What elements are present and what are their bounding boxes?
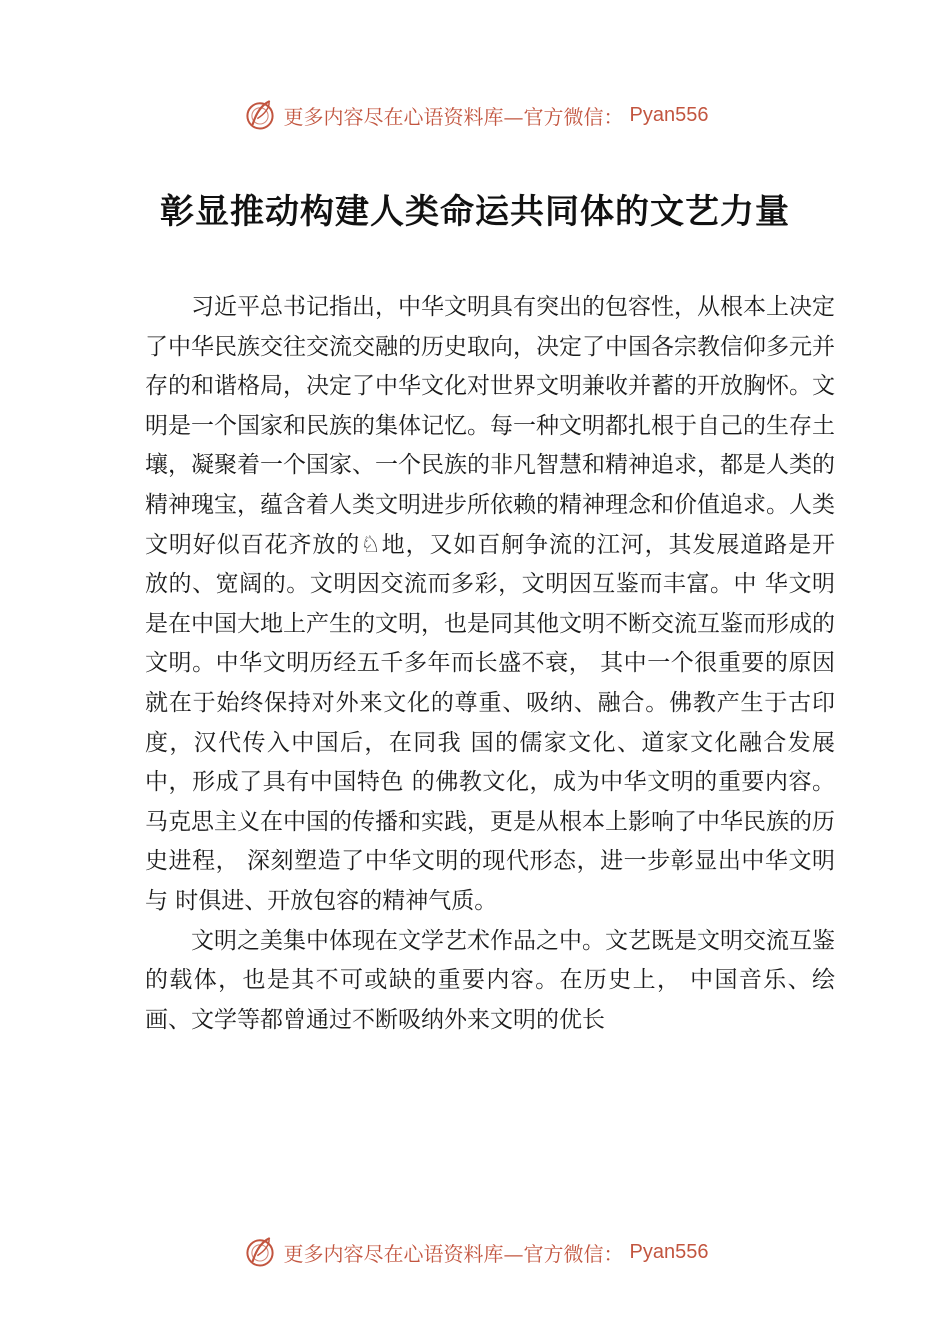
watermark-wechat-id: Pyan556 (629, 1240, 709, 1263)
paragraph: 习近平总书记指出，中华文明具有突出的包容性，从根本上决定了中华民族交往交流交融的历史取向，决定了中国各宗教信仰多元并存的和谐格局，决定了中华文化对世界文明兼收并蓄的开放胸怀。文明是一个国家和民族的集体记忆。每一种文明都扎根于自己的生存土壤，凝聚着一个国家、一个民族的非凡智慧和精神追求，都是人类的精神瑰宝，蕴含着人类文明进步所依赖的精神理念和价值追求。人类文明好似百花齐放的♘地，又如百舸争流的江河，其发展道路是开 放的、宽阔的。文明因交流而多彩，文明因互鉴而丰富。中 华文明是在中国大地上产生的文明，也是同其他文明不断交流互鉴而形成的文明。中华文明历经五千多年而长盛不衰， 其中一个很重要的原因就在于始终保持对外来文化的尊重、吸纳、融合。佛教产生于古印度，汉代传入中国后，在同我 国的儒家文化、道家文化融合发展中，形成了具有中国特色 的佛教文化，成为中华文明的重要内容。马克思主义在中国的传播和实践，更是从根本上影响了中华民族的历史进程， 深刻塑造了中华文明的现代形态，进一步彰显出中华文明与 时俱进、开放包容的精神气质。 (145, 294, 835, 914)
paragraph: 文明之美集中体现在文学艺术作品之中。文艺既是文明交流互鉴的载体，也是其不可或缺的重要内容。在历史上， 中国音乐、绘画、文学等都曾通过不断吸纳外来文明的优长 (145, 927, 835, 1033)
feather-seal-icon (242, 97, 278, 133)
watermark-wechat-id: Pyan556 (629, 103, 709, 126)
watermark-text: 更多内容尽在心语资料库—官方微信： (283, 104, 624, 129)
feather-seal-icon (242, 1234, 278, 1270)
document-body (145, 288, 835, 1040)
watermark-text: 更多内容尽在心语资料库—官方微信： (283, 1241, 624, 1266)
header-watermark (0, 95, 950, 135)
document-title: 彰显推动构建人类命运共同体的文艺力量 (160, 192, 790, 232)
footer-watermark (0, 1232, 950, 1272)
